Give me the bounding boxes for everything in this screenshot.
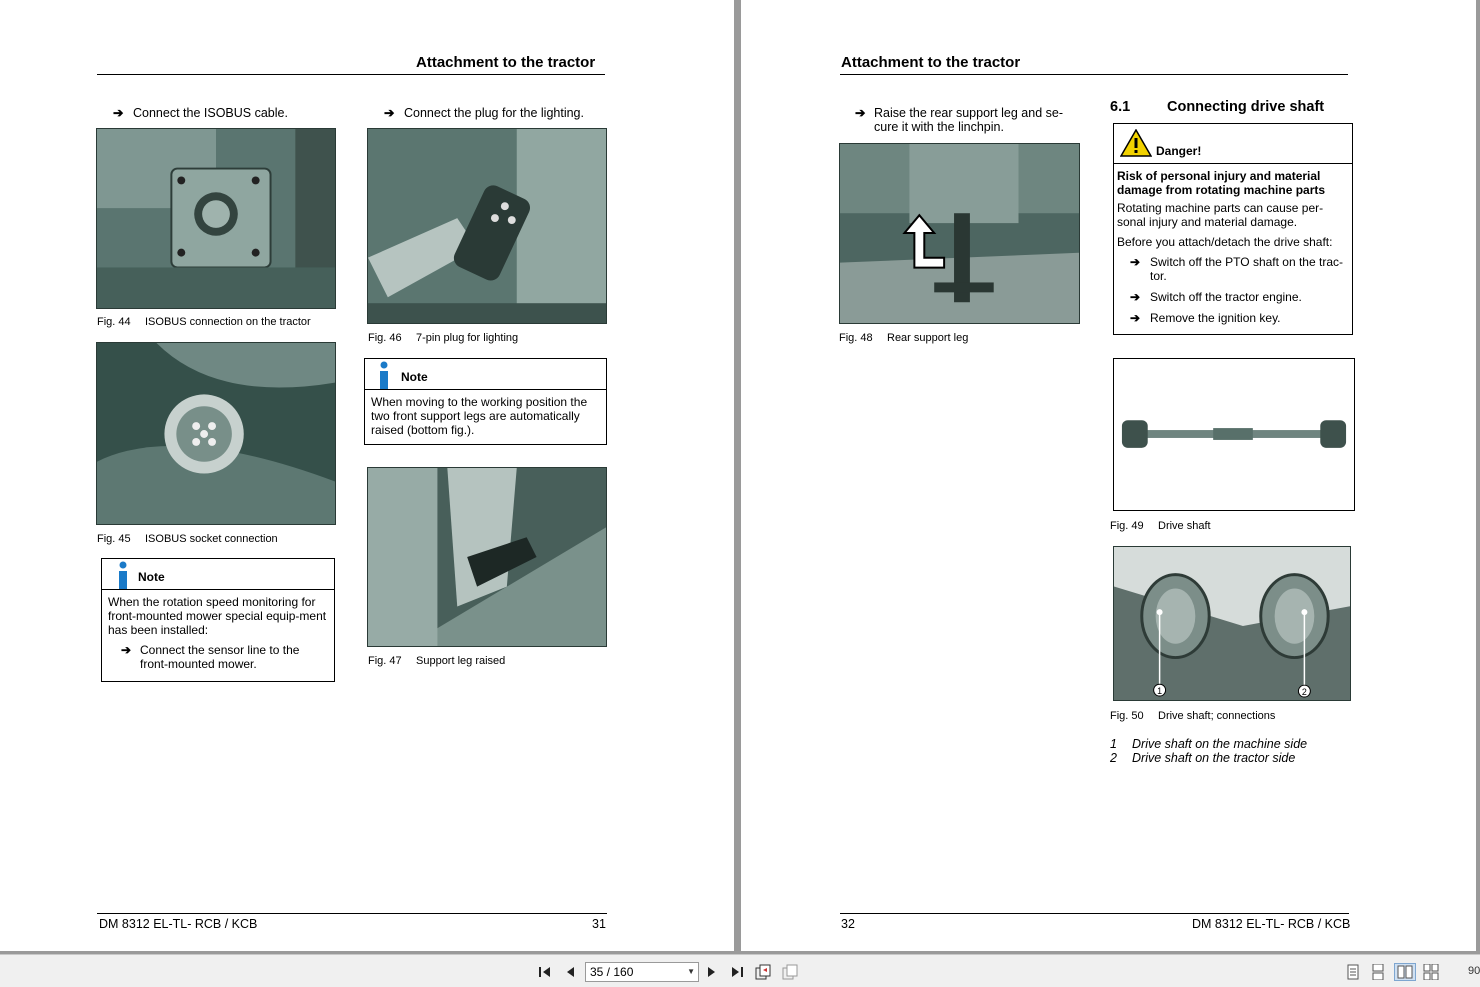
note-text: When the rotation speed monitoring for front-mounted mower special equip-ment has been installed: [108, 595, 327, 637]
first-page-button[interactable] [536, 963, 554, 981]
footer-page-number: 32 [841, 917, 855, 931]
footer-page-number: 31 [592, 917, 606, 931]
legend-number: 1 [1110, 737, 1117, 751]
fig49-caption [1110, 520, 1211, 533]
section-title: Connecting drive shaft [1167, 99, 1325, 115]
arrow-icon: ➔ [855, 106, 866, 120]
fig-caption-text: Drive shaft; connections [1158, 710, 1276, 722]
instruction-text: Raise the rear support leg and se-cure it with the linchpin. [874, 106, 1063, 134]
fig-caption-text: Rear support leg [887, 332, 969, 344]
note-label: Note [401, 370, 428, 384]
fig-caption-text: Drive shaft [1158, 520, 1211, 532]
note-box-rotation-speed [101, 558, 335, 682]
fig50-caption [1110, 710, 1275, 723]
single-page-view-button[interactable] [1344, 963, 1362, 981]
fig45-photo [96, 342, 336, 525]
arrow-icon: ➔ [1130, 311, 1141, 325]
info-icon [377, 361, 391, 389]
fig-caption-text: Support leg raised [416, 655, 506, 667]
fig44-photo [96, 128, 336, 309]
fig-number: Fig. 45 [97, 533, 131, 545]
continuous-page-icon [1372, 964, 1384, 980]
header-rule [97, 74, 605, 75]
legend-text: Drive shaft on the tractor side [1132, 751, 1296, 765]
arrow-icon: ➔ [384, 106, 395, 120]
instruction-rear-leg [855, 106, 1075, 134]
fig45-caption [97, 533, 278, 546]
last-page-button[interactable] [728, 963, 746, 981]
page-header-title: Attachment to the tractor [416, 54, 596, 71]
fig-number: Fig. 48 [839, 332, 873, 344]
danger-step [1117, 255, 1349, 283]
callout-2: 2 [1301, 687, 1307, 698]
step-text: Switch off the PTO shaft on the trac-tor. [1150, 255, 1343, 283]
step-text: Switch off the tractor engine. [1150, 290, 1302, 304]
two-page-icon [1397, 965, 1413, 979]
next-view-icon [782, 964, 798, 980]
section-number: 6.1 [1110, 99, 1131, 115]
fig48-photo [839, 143, 1080, 324]
fig-number: Fig. 44 [97, 316, 131, 328]
fig-number: Fig. 50 [1110, 710, 1144, 722]
arrow-icon: ➔ [113, 106, 124, 120]
fig46-caption [368, 332, 518, 345]
note-text: When moving to the working position the two front support legs are automatically raised (bottom fig.). [371, 395, 588, 437]
page-header-title: Attachment to the tractor [841, 54, 1021, 71]
first-page-icon [538, 966, 552, 978]
continuous-view-button[interactable] [1369, 963, 1387, 981]
info-icon [116, 561, 130, 589]
warning-icon [1120, 129, 1152, 157]
danger-header [1114, 124, 1352, 164]
arrow-icon: ➔ [1130, 255, 1141, 269]
arrow-icon: ➔ [1130, 290, 1141, 304]
instruction-text: Connect the ISOBUS cable. [133, 106, 288, 120]
fig-number: Fig. 49 [1110, 520, 1144, 532]
fig-number: Fig. 47 [368, 655, 402, 667]
step-text: Connect the sensor line to the front-mounted mower. [140, 643, 300, 671]
note-header [102, 559, 334, 590]
instruction-plug [384, 106, 584, 120]
danger-text: Before you attach/detach the drive shaft: [1117, 235, 1333, 249]
step-text: Remove the ignition key. [1150, 311, 1281, 325]
two-page-view-button[interactable] [1394, 963, 1416, 981]
legend-text: Drive shaft on the machine side [1132, 737, 1308, 751]
note-header [365, 359, 606, 390]
fig47-caption [368, 655, 505, 668]
legend-item [1110, 737, 1307, 751]
fig44-caption [97, 316, 311, 329]
note-step [108, 643, 328, 671]
viewer-toolbar [0, 954, 1480, 987]
fig50-legend [1110, 737, 1307, 765]
section-heading [1110, 99, 1325, 115]
page-32 [741, 0, 1476, 951]
fig46-photo [367, 128, 607, 324]
note-label: Note [138, 570, 165, 584]
danger-step [1117, 290, 1349, 304]
instruction-text: Connect the plug for the lighting. [404, 106, 584, 120]
note-body [102, 590, 334, 683]
zoom-level[interactable]: 90 [1468, 965, 1480, 977]
danger-box [1113, 123, 1353, 335]
fig49-photo [1113, 358, 1355, 511]
next-page-icon [707, 966, 717, 978]
fig-caption-text: ISOBUS connection on the tractor [145, 316, 311, 328]
instruction-isobus [113, 106, 288, 120]
danger-step [1117, 311, 1349, 325]
page-31 [0, 0, 734, 951]
note-body [365, 390, 606, 448]
next-page-button[interactable] [703, 963, 721, 981]
fig48-caption [839, 332, 968, 345]
arrow-icon: ➔ [121, 643, 132, 657]
chevron-down-icon[interactable]: ▼ [687, 967, 695, 976]
previous-view-icon [755, 964, 771, 980]
page-number-input[interactable] [585, 962, 699, 982]
legend-number: 2 [1110, 751, 1117, 765]
fig-caption-text: 7-pin plug for lighting [416, 332, 519, 344]
note-box-support-legs [364, 358, 607, 445]
page-indicator-text: 35 / 160 [590, 965, 634, 979]
previous-page-icon [565, 966, 575, 978]
danger-body [1114, 164, 1352, 330]
danger-heading: Risk of personal injury and material damage from rotating machine parts [1117, 169, 1326, 197]
last-page-icon [730, 966, 744, 978]
two-page-continuous-icon [1423, 964, 1439, 980]
danger-text: Rotating machine parts can cause per-sonal injury and material damage. [1117, 201, 1324, 229]
footer-rule [97, 913, 607, 914]
fig50-photo [1113, 546, 1351, 701]
go-back-view-button[interactable] [754, 963, 772, 981]
previous-page-button[interactable] [561, 963, 579, 981]
go-forward-view-button[interactable] [781, 963, 799, 981]
footer-rule [840, 913, 1349, 914]
footer-doc-id: DM 8312 EL-TL- RCB / KCB [99, 917, 258, 931]
two-page-continuous-button[interactable] [1422, 963, 1440, 981]
fig-number: Fig. 46 [368, 332, 402, 344]
callout-1: 1 [1157, 686, 1163, 697]
legend-item [1110, 751, 1307, 765]
footer-doc-id: DM 8312 EL-TL- RCB / KCB [1192, 917, 1351, 931]
fig-caption-text: ISOBUS socket connection [145, 533, 278, 545]
fig47-photo [367, 467, 607, 647]
single-page-icon [1347, 964, 1359, 980]
header-rule [840, 74, 1348, 75]
danger-label: Danger! [1156, 144, 1202, 158]
